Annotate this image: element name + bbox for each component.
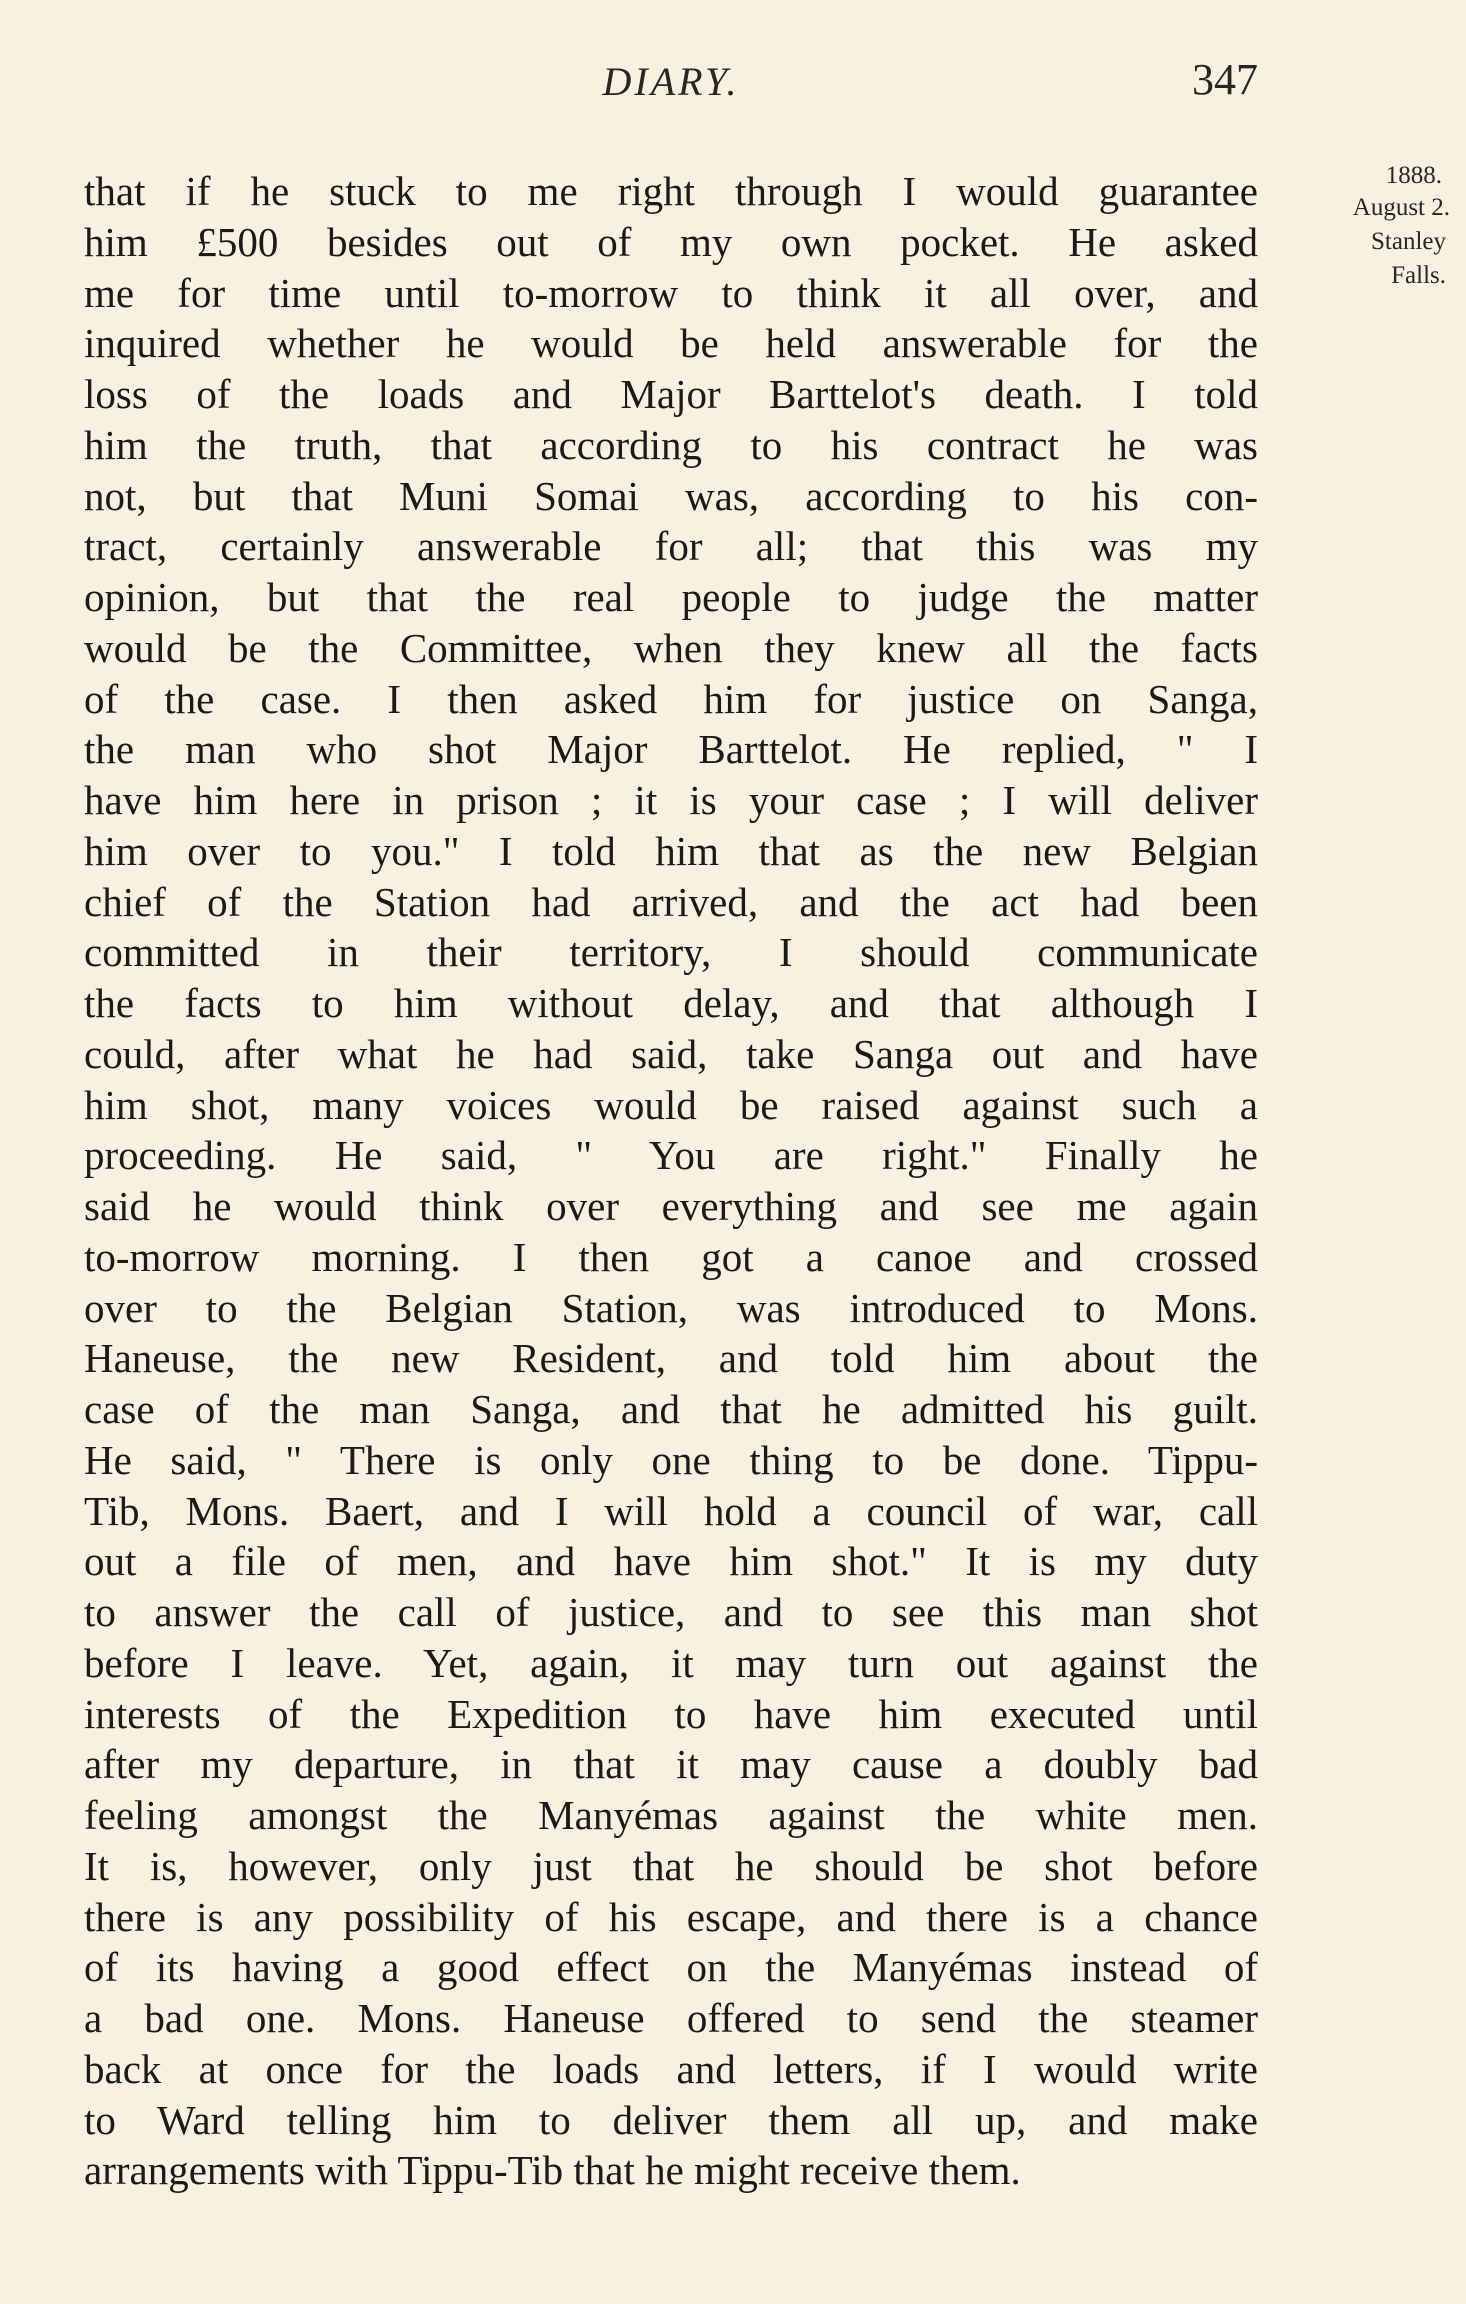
text-line: interests of the Expedition to have him executed until <box>84 1690 1258 1737</box>
text-line: the man who shot Major Barttelot. He replied, " I <box>84 726 1258 773</box>
text-line: could, after what he had said, take Sanga out and have <box>84 1030 1258 1077</box>
text-line: to Ward telling him to deliver them all up, and make <box>84 2096 1258 2143</box>
text-line: loss of the loads and Major Barttelot's death. I told <box>84 371 1258 417</box>
diary-body-text <box>84 166 1258 2196</box>
text-line: that if he stuck to me right through I would guarantee <box>84 168 1258 214</box>
page-number: 347 <box>1192 55 1258 104</box>
text-line: me for time until to-morrow to think it all over, and <box>84 269 1258 316</box>
text-line: feeling amongst the Manyémas against the white men. <box>84 1792 1258 1838</box>
margin-note-year: 1888. <box>1385 162 1442 189</box>
text-line: before I leave. Yet, again, it may turn out against the <box>84 1639 1258 1686</box>
text-line: proceeding. He said, " You are right." Finally he <box>84 1132 1258 1179</box>
text-line: Tib, Mons. Baert, and I will hold a council of war, call <box>84 1487 1258 1534</box>
text-line: inquired whether he would be held answerable for the <box>84 320 1258 367</box>
text-line: not, but that Muni Somai was, according to his con- <box>84 472 1258 519</box>
margin-note-date: August 2. <box>1352 194 1450 221</box>
text-line: chief of the Station had arrived, and the act had been <box>84 878 1258 925</box>
margin-note-place: Falls. <box>1391 262 1446 289</box>
text-line: him the truth, that according to his contract he was <box>84 421 1258 468</box>
text-line: case of the man Sanga, and that he admitted his guilt. <box>84 1386 1258 1432</box>
running-head-title: DIARY. <box>602 59 740 104</box>
text-line: Haneuse, the new Resident, and told him about the <box>84 1335 1258 1382</box>
text-line: tract, certainly answerable for all; that this was my <box>84 523 1258 570</box>
text-line: back at once for the loads and letters, if I would write <box>84 2045 1258 2092</box>
text-line: of its having a good effect on the Manyémas instead of <box>84 1944 1258 1991</box>
text-line: It is, however, only just that he should be shot before <box>84 1842 1258 1889</box>
text-line: him shot, many voices would be raised against such a <box>84 1081 1258 1128</box>
text-line: the facts to him without delay, and that although I <box>84 980 1258 1026</box>
text-line: would be the Committee, when they knew all the facts <box>84 624 1258 671</box>
text-line: a bad one. Mons. Haneuse offered to send the steamer <box>84 1995 1258 2041</box>
text-line: opinion, but that the real people to judge the matter <box>84 574 1258 620</box>
text-line: him £500 besides out of my own pocket. He asked <box>84 218 1258 265</box>
text-line: of the case. I then asked him for justice on Sanga, <box>84 675 1258 722</box>
text-line: over to the Belgian Station, was introduced to Mons. <box>84 1284 1258 1331</box>
text-line: arrangements with Tippu-Tib that he might receive them. <box>84 2147 1021 2194</box>
running-head <box>84 55 1258 118</box>
text-line: to answer the call of justice, and to see this man shot <box>84 1589 1258 1635</box>
margin-note <box>1290 160 1450 292</box>
margin-note-place: Stanley <box>1371 228 1446 255</box>
text-line: He said, " There is only one thing to be done. Tippu- <box>84 1436 1258 1483</box>
text-line: to-morrow morning. I then got a canoe and crossed <box>84 1233 1258 1280</box>
text-line: there is any possibility of his escape, and there is a chance <box>84 1893 1258 1940</box>
text-line: said he would think over everything and see me again <box>84 1183 1258 1229</box>
text-line: have him here in prison ; it is your case ; I will deliver <box>84 777 1258 823</box>
text-line: after my departure, in that it may cause a doubly bad <box>84 1741 1258 1788</box>
text-line: out a file of men, and have him shot." It is my duty <box>84 1538 1258 1585</box>
text-line: committed in their territory, I should communicate <box>84 929 1258 976</box>
text-line: him over to you." I told him that as the new Belgian <box>84 827 1258 874</box>
